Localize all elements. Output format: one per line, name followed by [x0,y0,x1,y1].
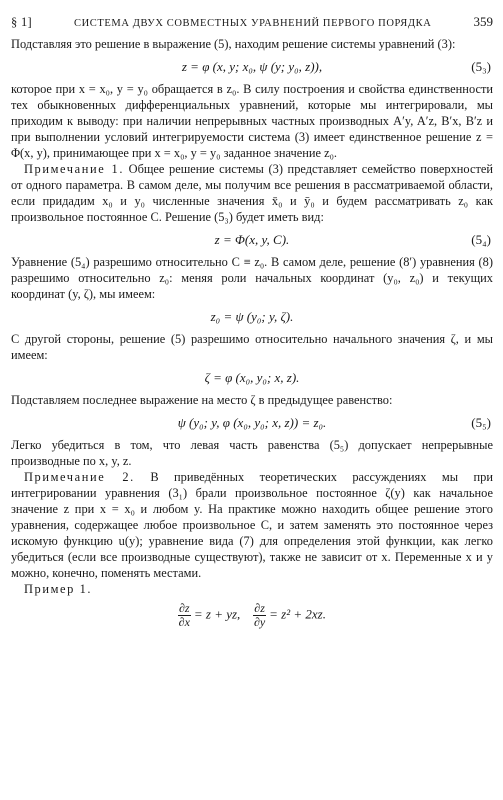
partial-derivative-zy [253,602,266,629]
remark-label: Пример 1. [24,582,93,596]
text-paragraph: Подставляя это решение в выражение (5), находим решение системы уравнений (3): [11,37,456,51]
example-formula [11,601,493,631]
formula-expression: z = φ (x, y; x₀, ψ (y; y₀, z)), [181,59,323,74]
running-title: СИСТЕМА ДВУХ СОВМЕСТНЫХ УРАВНЕНИЙ ПЕРВОГО ПОРЯДКА [74,18,432,29]
formula [11,367,493,389]
remark-text: Общее решение системы (3) представляет семейство поверхностей от одного параметра. В самом деле, мы получим все решения в рассматриваемой области, если придадим x₀ и y₀ численные значения x̄₀ и ȳ₀ и будем рассматривать z₀ как произвольное постоянное C. Решение (5₃) будет иметь вид: [11,162,493,224]
frac1-top: ∂z [179,601,190,615]
remark-paragraph [11,469,493,581]
remark-paragraph [11,161,493,225]
frac1-bottom: ∂x [178,615,190,629]
remark-label: Примечание 2. [24,470,135,484]
text-paragraph: Уравнение (5₄) разрешимо относительно C ≡ z₀. В самом деле, решение (8′) уравнения (8) разрешимо относительно z₀: меняя роли начальных координат (y₀, z₀) и текущих координат (y, ζ), мы имеем: [11,255,493,301]
equation-number: (5₃) [471,59,491,74]
equation-number: (5₄) [471,232,491,247]
remark-text: В приведённых теоретических рассуждениях мы при интегрировании уравнения (3₁) брали произвольное постоянное ζ(y) как начальное значение z при x = x₀ и любом y. На практике можно находить общее решение этого уравнения, содержащее любое произвольное C, и затем заменять это постоянное через искомую функцию u(y); уравнение вида (7) для определения этой функции, как легко убедиться (если все производные существуют), также не зависит от x. Переменные x и y можно, конечно, поменять местами. [11,470,493,580]
formula-expression: z₀ = ψ (y₀; y, ζ). [210,309,294,324]
formula [11,229,493,251]
formula-expression: ψ (y₀; y, φ (x₀, y₀; x, z)) = z₀. [177,415,327,430]
equation-number: (5₅) [471,415,491,430]
formula [11,306,493,328]
formula [11,56,493,78]
running-header [11,14,493,36]
page-number: 359 [473,14,493,29]
formula [11,412,493,434]
partial-derivative-zx [178,602,191,629]
text-paragraph: которое при x = x₀, y = y₀ обращается в z₀. В силу построения и свойства единственности тех обыкновенных дифференциальных уравнений, которые мы интегрировали, мы приходим к выводу: при наличии непрерывных частных производных A′y, A′z, B′x, B′z и при выполнении условий интегрируемости система (3) имеет единственное решение z = Φ(x, y), принимающее при x = x₀, y = y₀ заданное значение z₀. [11,82,493,160]
page-body [11,36,493,597]
remark-label: Примечание 1. [24,162,125,176]
formula-expression: z = Φ(x, y, C). [214,232,290,247]
frac2-top: ∂z [254,601,265,615]
example-rhs2: = z² + 2xz. [269,606,326,622]
example-rhs1: = z + yz, [193,606,241,622]
text-paragraph: Легко убедиться в том, что левая часть равенства (5₅) допускает непрерывные производные по x, y, z. [11,438,493,468]
remark-paragraph [11,581,493,597]
formula-expression: ζ = φ (x₀, y₀; x, z). [204,370,300,385]
frac2-bottom: ∂y [253,615,266,629]
text-paragraph: С другой стороны, решение (5) разрешимо относительно начального значения ζ, и мы имеем: [11,332,493,362]
section-mark: § 1] [11,15,32,29]
text-paragraph: Подставляем последнее выражение на место ζ в предыдущее равенство: [11,393,393,407]
